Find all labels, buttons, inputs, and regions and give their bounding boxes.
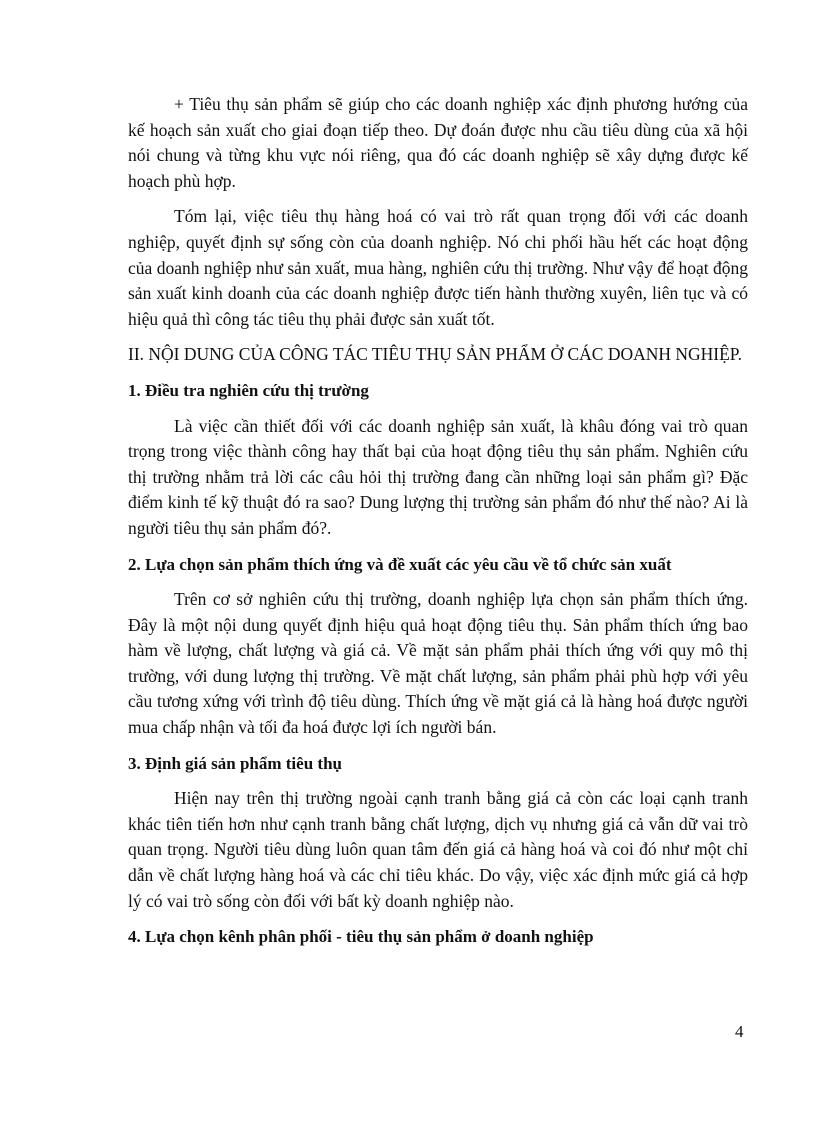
- page-number: 4: [735, 1022, 744, 1041]
- paragraph-consumption-planning: + Tiêu thụ sản phẩm sẽ giúp cho các doanh nghiệp xác định phương hướng của kế hoạch sản xuất cho giai đoạn tiếp theo. Dự đoán được nhu cầu tiêu dùng của xã hội nói chung và từng khu vực nói riêng, qua đó các doanh nghiệp sẽ xây dựng được kế hoạch phù hợp.: [128, 94, 748, 191]
- paragraph-market-research: Là việc cần thiết đối với các doanh nghiệp sản xuất, là khâu đóng vai trò quan trọng trong việc thành công hay thất bại của hoạt động tiêu thụ sản phẩm. Nghiên cứu thị trường nhằm trả lời các câu hỏi thị trường đang cần những loại sản phẩm gì? Đặc điểm kinh tế kỹ thuật đó ra sao? Dung lượng thị trường sản phẩm đó như thế nào? Ai là người tiêu thụ sản phẩm đó?.: [128, 415, 748, 538]
- heading-product-selection: 2. Lựa chọn sản phẩm thích ứng và đề xuất các yêu cầu về tổ chức sản xuất: [128, 554, 672, 574]
- paragraph-summary: Tóm lại, việc tiêu thụ hàng hoá có vai trò rất quan trọng đối với các doanh nghiệp, quyết định sự sống còn của doanh nghiệp. Nó chi phối hầu hết các hoạt động của doanh nghiệp như sản xuất, mua hàng, nghiên cứu thị trường. Như vậy để hoạt động sản xuất kinh doanh của các doanh nghiệp được tiến hành thường xuyên, liên tục và có hiệu quả thì công tác tiêu thụ phải được sản xuất tốt.: [128, 206, 748, 329]
- section-heading-2: II. NỘI DUNG CỦA CÔNG TÁC TIÊU THỤ SẢN PHẨM Ở CÁC DOANH NGHIỆP.: [128, 344, 742, 365]
- paragraph-pricing: Hiện nay trên thị trường ngoài cạnh tranh bằng giá cả còn các loại cạnh tranh khác tiên tiến hơn như cạnh tranh bằng chất lượng, dịch vụ nhưng giá cả vẫn dữ vai trò quan trọng. Người tiêu dùng luôn quan tâm đến giá cả hàng hoá và coi đó như một chỉ dẫn về chất lượng hàng hoá và các chỉ tiêu khác. Do vậy, việc xác định mức giá cả hợp lý có vai trò sống còn đối với bất kỳ doanh nghiệp nào.: [128, 788, 748, 911]
- document-page: [128, 92, 748, 960]
- heading-market-research: 1. Điều tra nghiên cứu thị trường: [128, 380, 369, 400]
- paragraph-product-selection: Trên cơ sở nghiên cứu thị trường, doanh nghiệp lựa chọn sản phẩm thích ứng. Đây là một nội dung quyết định hiệu quả hoạt động tiêu thụ. Sản phẩm thích ứng bao hàm về lượng, chất lượng và giá cả. Về mặt sản phẩm phải thích ứng với quy mô thị trường, với dung lượng thị trường. Về mặt chất lượng, sản phẩm phải phù hợp với yêu cầu tương xứng với trình độ tiêu dùng. Thích ứng về mặt giá cả là hàng hoá được người mua chấp nhận và tối đa hoá được lợi ích người bán.: [128, 589, 748, 738]
- heading-distribution-channel: 4. Lựa chọn kênh phân phối - tiêu thụ sản phẩm ở doanh nghiệp: [128, 927, 594, 947]
- heading-pricing: 3. Định giá sản phẩm tiêu thụ: [128, 753, 342, 773]
